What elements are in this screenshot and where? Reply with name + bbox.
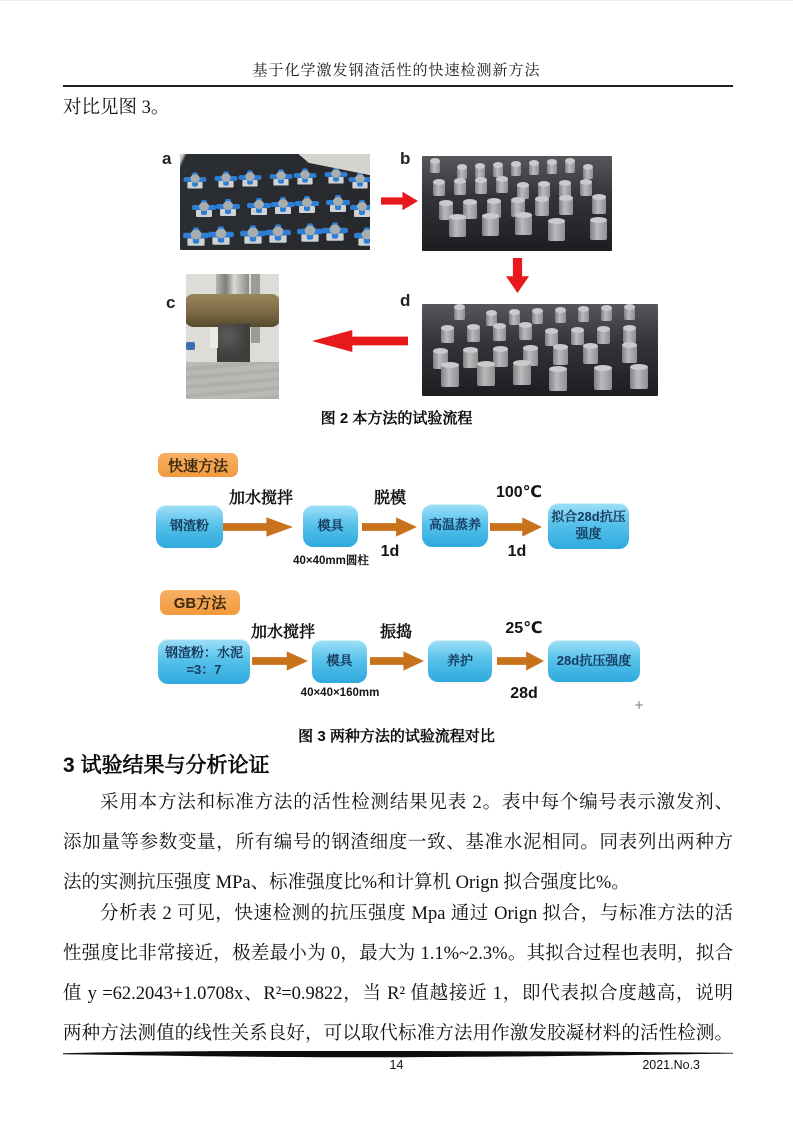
flow-label-demold: 脱模 xyxy=(373,490,406,507)
flow-arrow-icon xyxy=(223,515,293,539)
mold-item xyxy=(322,220,348,241)
panel-label-d: d xyxy=(400,291,411,310)
specimen-cylinder xyxy=(513,363,531,385)
specimen-cylinder xyxy=(578,309,589,322)
paragraph-2 xyxy=(63,894,733,1054)
specimen-cylinder xyxy=(555,310,566,323)
specimen-cylinder xyxy=(449,217,466,237)
specimen-cylinder xyxy=(601,308,612,321)
flow-box-steam-curing: 高温蒸养 xyxy=(422,504,488,547)
specimen-cylinder xyxy=(441,365,459,387)
page-number: 14 xyxy=(389,1058,404,1072)
flow-label-25c: 25℃ xyxy=(505,620,543,637)
mold-item xyxy=(184,170,207,188)
specimen-cylinder xyxy=(553,347,568,365)
mold-item xyxy=(208,224,234,245)
mold-item xyxy=(295,194,319,213)
mold-item xyxy=(349,170,370,188)
figure2-caption: 图 2 本方法的试验流程 xyxy=(320,410,473,427)
flow-box-curing: 养护 xyxy=(428,640,492,682)
paragraph-1 xyxy=(63,783,733,903)
specimen-cylinder xyxy=(519,325,532,340)
flow-box-slag-cement: 钢渣粉：水泥=3：7 xyxy=(158,639,250,684)
specimen-cylinder xyxy=(580,182,592,196)
specimen-cylinder xyxy=(511,164,521,176)
flow-label-mix-water-2: 加水搅拌 xyxy=(250,624,315,641)
specimen-cylinder xyxy=(441,328,454,343)
flow-arrow-icon xyxy=(362,515,417,539)
specimen-label-strip xyxy=(210,327,217,348)
photo-d-specimens xyxy=(422,304,658,396)
mold-item xyxy=(247,196,271,215)
specimen-cylinder xyxy=(571,330,584,345)
footer-rule xyxy=(63,1046,733,1056)
specimen-cylinder xyxy=(597,329,610,344)
flow-label-28d: 28d xyxy=(510,685,538,702)
specimen-cylinder xyxy=(559,198,573,215)
specimen-cylinder xyxy=(590,220,607,240)
stray-plus-mark: + xyxy=(634,698,645,712)
specimen-cylinder xyxy=(583,346,598,364)
flow-label-mix-water-1: 加水搅拌 xyxy=(228,490,293,507)
flow-box-mold-1: 模具 xyxy=(303,505,358,547)
flow-arrow-icon xyxy=(370,649,424,673)
mold-item xyxy=(215,169,238,187)
mold-item xyxy=(183,225,209,246)
specimen-cylinder xyxy=(583,167,593,179)
panel-label-c: c xyxy=(166,293,176,312)
specimen-cylinder xyxy=(433,182,445,196)
issue-label: 2021.No.3 xyxy=(642,1058,700,1072)
intro-text: 对比见图 3。 xyxy=(63,98,170,118)
mold-item xyxy=(271,195,295,214)
flow-arrow-icon xyxy=(252,649,308,673)
running-title: 基于化学激发钢渣活性的快速检测新方法 xyxy=(252,63,541,79)
body-line: 性强度比非常接近，极差最小为 0，最大为 1.1%~2.3%。其拟合过程也表明，拟合 xyxy=(63,944,733,964)
specimen-cylinder xyxy=(624,307,635,320)
specimen-cylinder xyxy=(630,367,648,389)
press-specimen xyxy=(217,324,250,364)
specimen-cylinder xyxy=(467,327,480,342)
flow-box-fit-28d: 拟合28d抗压强度 xyxy=(548,503,629,549)
flow-label-100c: 100℃ xyxy=(495,484,543,501)
mold-item xyxy=(240,223,266,244)
mold-item xyxy=(325,165,348,183)
mold-item xyxy=(326,193,350,212)
specimen-cylinder xyxy=(623,328,636,343)
specimen-cylinder xyxy=(496,179,508,193)
specimen-cylinder xyxy=(454,307,465,320)
flow-box-steel-slag: 钢渣粉 xyxy=(156,505,223,548)
flow-box-mold-2: 模具 xyxy=(312,640,367,683)
specimen-cylinder xyxy=(622,345,637,363)
flow-note-prism-size: 40×40×160mm xyxy=(300,687,380,699)
panel-label-a: a xyxy=(162,149,172,168)
specimen-cylinder xyxy=(529,163,539,175)
mold-item xyxy=(350,198,370,217)
specimen-cylinder xyxy=(549,369,567,391)
body-line: 采用本方法和标准方法的活性检测结果见表 2。表中每个编号表示激发剂、 xyxy=(100,793,733,813)
specimen-cylinder xyxy=(547,162,557,174)
section-heading: 3 试验结果与分析论证 xyxy=(63,754,270,777)
specimen-cylinder xyxy=(430,161,440,173)
flow-label-1d-b: 1d xyxy=(507,543,527,560)
mold-item xyxy=(294,166,317,184)
flow-note-cylinder-size: 40×40mm圆柱 xyxy=(293,555,369,567)
photo-a-molds xyxy=(180,154,370,250)
body-line: 添加量等参数变量，所有编号的钢渣细度一致、基准水泥相同。同表列出两种方 xyxy=(63,833,733,853)
flow-arrow-icon xyxy=(490,515,542,539)
arrow-right-icon xyxy=(381,191,418,211)
specimen-cylinder xyxy=(463,350,478,368)
specimen-cylinder xyxy=(482,216,499,236)
body-line: 法的实测抗压强度 MPa、标准强度比%和计算机 Orign 拟合强度比%。 xyxy=(63,873,630,893)
specimen-cylinder xyxy=(475,180,487,194)
specimen-cylinder xyxy=(565,161,575,173)
specimen-cylinder xyxy=(532,311,543,324)
panel-label-b: b xyxy=(400,149,411,168)
body-line: 值 y =62.2043+1.0708x、R²=0.9822，当 R² 值越接近 1，即代表拟合度越高，说明 xyxy=(63,984,733,1004)
figure3-flowchart xyxy=(150,449,662,717)
specimen-cylinder xyxy=(493,349,508,367)
specimen-cylinder xyxy=(535,199,549,216)
specimen-cylinder xyxy=(454,181,466,195)
specimen-cylinder xyxy=(548,221,565,241)
mold-item xyxy=(354,225,370,246)
method-pill-rapid: 快速方法 xyxy=(158,453,238,477)
body-line: 两种方法测值的线性关系良好，可以取代标准方法用作激发胶凝材料的活性检测。 xyxy=(63,1024,733,1044)
photo-b-specimens xyxy=(422,156,612,251)
mold-item xyxy=(216,197,240,216)
press-platen xyxy=(186,294,279,327)
mold-item xyxy=(270,167,293,185)
photo-c-press xyxy=(186,274,279,399)
specimen-cylinder xyxy=(592,197,606,214)
method-pill-gb: GB方法 xyxy=(160,590,240,615)
flow-arrow-icon xyxy=(497,649,544,673)
mold-item xyxy=(192,198,216,217)
press-blue-part xyxy=(186,342,195,351)
arrow-left-icon xyxy=(312,329,408,353)
body-line: 分析表 2 可见，快速检测的抗压强度 Mpa 通过 Orign 拟合，与标准方法的活 xyxy=(100,904,733,924)
specimen-cylinder xyxy=(493,326,506,341)
mold-item xyxy=(265,222,291,243)
flow-box-28d-strength: 28d抗压强度 xyxy=(548,640,640,682)
specimen-cylinder xyxy=(477,364,495,386)
specimen-cylinder xyxy=(594,368,612,390)
header-rule xyxy=(63,85,733,87)
flow-label-vibrate: 振捣 xyxy=(379,624,412,641)
figure2 xyxy=(150,141,670,409)
arrow-down-icon xyxy=(506,258,529,293)
press-floor xyxy=(186,362,279,400)
flow-label-1d-a: 1d xyxy=(380,543,400,560)
specimen-cylinder xyxy=(515,215,532,235)
mold-item xyxy=(239,168,262,186)
figure3-caption: 图 3 两种方法的试验流程对比 xyxy=(298,728,495,745)
mold-item xyxy=(297,221,323,242)
